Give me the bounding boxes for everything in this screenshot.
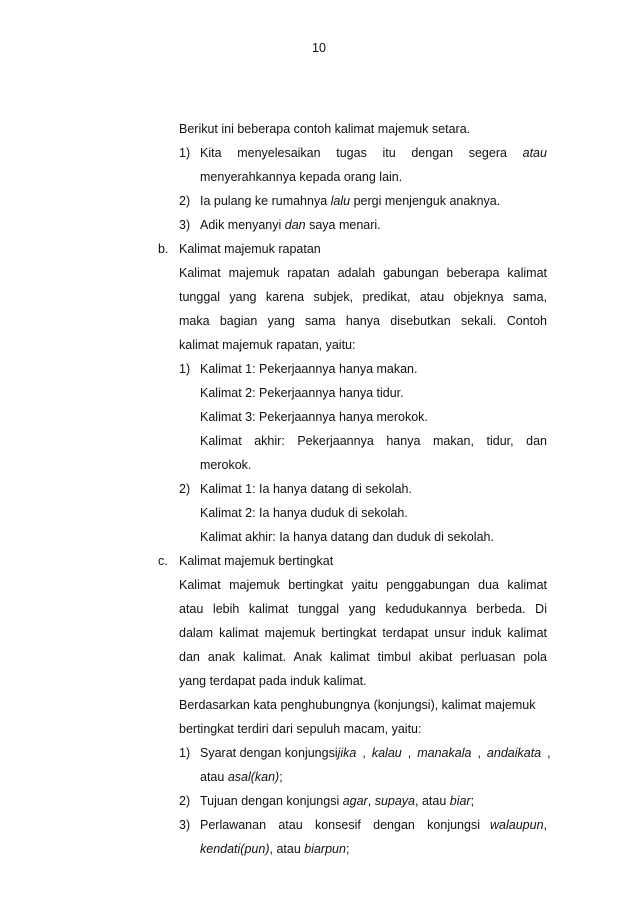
conjunction-group [490,817,547,833]
text-part: pergi menjenguk anaknya. [350,194,501,208]
word: menyelesaikan [237,146,321,160]
section-c-item-2-number: 2) [179,794,191,808]
section-c-para-line-3 [179,625,547,641]
conjunction-jika: jika [337,746,357,760]
conjunction-biar: biar [449,794,471,808]
setara-item-2-text [200,193,500,209]
paragraph-line: maka bagian yang sama hanya disebutkan sekali. Contoh [179,314,547,328]
setara-item-1-line-2: menyerahkannya kepada orang lain. [200,170,403,184]
text-part: Tujuan dengan konjungsi [200,794,343,808]
conjunction-andaikata: andaikata [486,746,542,760]
paragraph-line: dan anak kalimat. Anak kalimat timbul akibat perluasan pola [179,650,547,664]
text-part: , [543,818,547,832]
conjunction-supaya: supaya [374,794,415,808]
section-c-para-line-4 [179,649,547,665]
conjunction-asal: asal(kan) [227,770,280,784]
paragraph-line: Kalimat majemuk bertingkat yaitu penggabungan dua kalimat [179,578,547,592]
section-b-example-2-number: 2) [179,482,191,496]
section-b-example-2-line-1: Kalimat 1: Ia hanya datang di sekolah. [200,482,412,496]
section-c-item-1-line-1 [200,745,551,761]
text-part: Ia pulang ke rumahnya [200,194,331,208]
paragraph-line: Kalimat majemuk rapatan adalah gabungan beberapa kalimat [179,266,547,280]
text-part: atau [200,770,228,784]
conjunction-atau: atau [522,146,547,160]
section-c-item-3-number: 3) [179,818,191,832]
word: segera [468,146,507,160]
paragraph-line: Kalimat akhir: Pekerjaannya hanya makan, tidur, dan [200,434,547,448]
section-c-letter: c. [158,554,168,568]
section-b-para-line-4: kalimat majemuk rapatan, yaitu: [179,338,356,352]
setara-item-3-text [200,217,381,233]
paragraph-line: tunggal yang karena subjek, predikat, atau objeknya sama, [179,290,547,304]
conjunction-kendati: kendati(pun) [200,842,270,856]
section-b-example-2-line-2: Kalimat 2: Ia hanya duduk di sekolah. [200,506,408,520]
text-part: , atau [415,794,450,808]
page-number: 10 [312,41,326,55]
section-b-letter: b. [158,242,169,256]
conjunction-agar: agar [342,794,368,808]
paragraph-line: Perlawanan atau konsesif dengan konjungsi [200,818,480,832]
word: Kita [200,146,222,160]
text-part: , atau [269,842,305,856]
section-b-example-1-number: 1) [179,362,191,376]
paragraph-line: dalam kalimat majemuk bertingkat terdapat unsur induk kalimat [179,626,547,640]
conjunction-list: jika , kalau , manakala , andaikata , [337,746,551,760]
section-b-example-1-line-4 [200,433,547,449]
section-c-para-line-5: yang terdapat pada induk kalimat. [179,674,367,688]
section-c-para2-line-1: Berdasarkan kata penghubungnya (konjungsi), kalimat majemuk [179,698,536,712]
text-part: Adik menyanyi [200,218,285,232]
section-b-example-1-line-2: Kalimat 2: Pekerjaannya hanya tidur. [200,386,404,400]
text-part: Syarat dengan konjungsi [200,746,338,760]
conjunction-dan: dan [284,218,306,232]
conjunction-lalu: lalu [330,194,351,208]
text-part: ; [470,794,475,808]
section-c-item-3-line-2 [200,841,349,857]
section-b-para-line-2 [179,289,547,305]
conjunction-manakala: manakala [417,746,472,760]
section-c-para-line-2 [179,601,547,617]
section-c-item-2-text [200,793,474,809]
section-c-title: Kalimat majemuk bertingkat [179,554,334,568]
intro-text: Berikut ini beberapa contoh kalimat majemuk setara. [179,122,471,136]
setara-item-1-number: 1) [179,146,191,160]
section-b-para-line-1 [179,265,547,281]
section-b-example-1-line-3: Kalimat 3: Pekerjaannya hanya merokok. [200,410,428,424]
conjunction-walaupun: walaupun [490,818,544,832]
conjunction-biarpun: biarpun [304,842,346,856]
section-b-example-2-line-3: Kalimat akhir: Ia hanya datang dan duduk di sekolah. [200,530,494,544]
word: tugas [336,146,367,160]
section-c-item-1-line-2 [200,769,283,785]
word: itu [382,146,396,160]
text-part: ; [279,770,283,784]
section-b-para-line-3 [179,313,547,329]
section-b-title: Kalimat majemuk rapatan [179,242,321,256]
setara-item-2-number: 2) [179,194,191,208]
section-c-item-1-number: 1) [179,746,191,760]
section-c-para2-line-2: bertingkat terdiri dari sepuluh macam, yaitu: [179,722,422,736]
word: dengan [411,146,454,160]
conjunction-kalau: kalau [371,746,402,760]
section-c-item-3-line-1 [200,817,547,833]
paragraph-line: atau lebih kalimat tunggal yang kedudukannya berbeda. Di [179,602,547,616]
section-b-example-1-line-1: Kalimat 1: Pekerjaannya hanya makan. [200,362,418,376]
setara-item-1-line-1 [200,145,547,161]
section-b-example-1-line-5: merokok. [200,458,252,472]
text-part: ; [345,842,350,856]
text-part: saya menari. [305,218,381,232]
setara-item-3-number: 3) [179,218,191,232]
text-part: , [367,794,375,808]
section-c-para-line-1 [179,577,547,593]
